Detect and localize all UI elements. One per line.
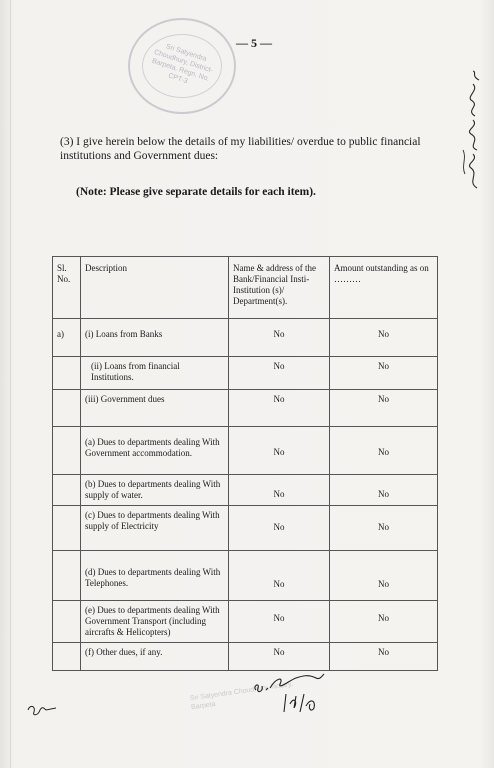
side-signature-handwritten — [457, 70, 487, 190]
cell-description: (d) Dues to departments dealing With Telephones. — [81, 551, 229, 601]
corner-initial-mark — [26, 700, 62, 720]
notary-stamp-text: Sri Satyendra Choudhury, District-Barpeta, Regn. No. CPT-3 — [151, 43, 214, 86]
cell-description: (f) Other dues, if any. — [81, 643, 229, 671]
cell-sl — [53, 506, 81, 551]
cell-description: (e) Dues to departments dealing With Government Transport (including aircrafts & Helicopters) — [81, 601, 229, 643]
cell-sl — [53, 643, 81, 671]
cell-amount: No — [330, 390, 438, 427]
cell-amount: No — [330, 475, 438, 506]
cell-name: No — [229, 643, 330, 671]
table-row — [53, 390, 438, 427]
cell-name: No — [229, 551, 330, 601]
header-description: Description — [81, 257, 229, 319]
cell-amount: No — [330, 551, 438, 601]
bottom-notary-stamp-text: Sri Satyendra Choudhury, Notary, Barpeta — [189, 680, 294, 712]
table-row — [53, 551, 438, 601]
cell-description: (ii) Loans from financial Institutions. — [81, 357, 229, 390]
cell-amount: No — [330, 643, 438, 671]
cell-amount: No — [330, 506, 438, 551]
liabilities-table — [52, 256, 438, 671]
table-row — [53, 427, 438, 475]
intro-paragraph: (3) I give herein below the details of my liabilities/ overdue to public financial institutions and Government dues: — [60, 136, 421, 162]
cell-amount: No — [330, 319, 438, 357]
cell-description: (i) Loans from Banks — [81, 319, 229, 357]
cell-amount: No — [330, 427, 438, 475]
cell-description: (iii) Government dues — [81, 390, 229, 427]
header-amount-outstanding: Amount outstanding as on ……… — [330, 257, 438, 319]
table-row — [53, 643, 438, 671]
cell-name: No — [229, 390, 330, 427]
table-row — [53, 506, 438, 551]
header-name-address: Name & address of the Bank/Financial Insti-Institution (s)/ Department(s). — [229, 257, 330, 319]
cell-description: (c) Dues to departments dealing With supply of Electricity — [81, 506, 229, 551]
table-row — [53, 319, 438, 357]
cell-name: No — [229, 601, 330, 643]
cell-amount: No — [330, 357, 438, 390]
page-number: — 5 — — [236, 36, 272, 50]
note-text: (Note: Please give separate details for each item). — [76, 186, 316, 198]
cell-name: No — [229, 475, 330, 506]
table-header-row — [53, 257, 438, 319]
cell-sl — [53, 551, 81, 601]
scan-edge-line — [10, 0, 11, 768]
table-row — [53, 601, 438, 643]
table-row — [53, 475, 438, 506]
cell-sl — [53, 357, 81, 390]
cell-sl — [53, 475, 81, 506]
cell-sl — [53, 601, 81, 643]
cell-name: No — [229, 506, 330, 551]
header-sl-no: Sl. No. — [53, 257, 81, 319]
cell-sl — [53, 427, 81, 475]
cell-name: No — [229, 319, 330, 357]
cell-name: No — [229, 427, 330, 475]
cell-name: No — [229, 357, 330, 390]
cell-sl: a) — [53, 319, 81, 357]
cell-description: (b) Dues to departments dealing With supply of water. — [81, 475, 229, 506]
cell-sl — [53, 390, 81, 427]
cell-amount: No — [330, 601, 438, 643]
cell-description: (a) Dues to departments dealing With Government accommodation. — [81, 427, 229, 475]
bottom-signature-handwritten — [250, 668, 330, 716]
table-row — [53, 357, 438, 390]
